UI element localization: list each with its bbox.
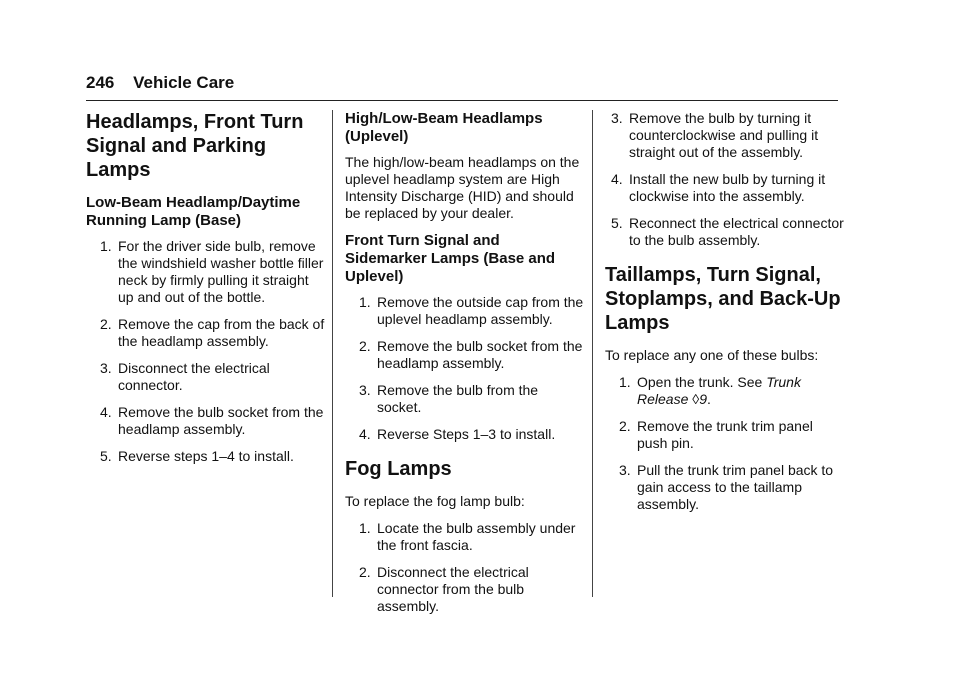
step-number: 2. — [619, 418, 631, 434]
list-item — [345, 564, 585, 615]
step-number: 2. — [359, 564, 371, 580]
list-item — [86, 316, 326, 350]
step-text: Remove the bulb by turning it counterclockwise and pulling it straight out of the assembly. — [629, 110, 819, 160]
page-header — [86, 72, 838, 101]
list-item — [86, 238, 326, 306]
list-item — [605, 462, 845, 513]
page-reference: 9 — [699, 391, 707, 407]
step-text: Reconnect the electrical connector to the bulb assembly. — [629, 215, 844, 248]
step-text: Remove the outside cap from the uplevel headlamp assembly. — [377, 294, 584, 327]
column-2 — [345, 110, 585, 625]
step-text: Locate the bulb assembly under the front fascia. — [377, 520, 576, 553]
column-3 — [605, 110, 845, 523]
step-text: Remove the cap from the back of the headlamp assembly. — [118, 316, 325, 349]
list-item — [345, 520, 585, 554]
step-number: 1. — [619, 374, 631, 390]
section-heading: Headlamps, Front Turn Signal and Parking Lamps — [86, 111, 304, 181]
step-number: 5. — [611, 215, 623, 231]
step-text: Disconnect the electrical connector. — [118, 360, 270, 393]
column-divider — [332, 110, 333, 597]
step-number: 2. — [359, 338, 371, 354]
subsection-heading: Front Turn Signal and Sidemarker Lamps (Base and Uplevel) — [345, 232, 556, 285]
section-heading: Fog Lamps — [345, 458, 452, 480]
list-item — [86, 448, 326, 465]
step-number: 3. — [611, 110, 623, 126]
list-item — [345, 338, 585, 372]
step-number: 4. — [359, 426, 371, 442]
page-number: 246 — [86, 73, 115, 92]
list-item — [605, 215, 845, 249]
step-text: Pull the trunk trim panel back to gain access to the taillamp assembly. — [637, 462, 834, 512]
list-item — [86, 404, 326, 438]
column-1 — [86, 110, 326, 475]
subsection-heading: Low-Beam Headlamp/Daytime Running Lamp (Base) — [86, 194, 301, 229]
step-text: Reverse Steps 1–3 to install. — [377, 426, 556, 442]
paragraph: The high/low-beam headlamps on the uplevel headlamp system are High Intensity Discharge (HID) and should be replaced by your dealer. — [345, 154, 580, 221]
step-list — [86, 238, 326, 465]
step-text: Remove the bulb from the socket. — [377, 382, 539, 415]
step-number: 5. — [100, 448, 112, 464]
step-number: 1. — [359, 520, 371, 536]
step-list — [345, 520, 585, 615]
list-item: 1. Open the trunk. See Trunk Release ◊9. — [619, 374, 801, 407]
paragraph: To replace the fog lamp bulb: — [345, 493, 525, 509]
list-item — [345, 294, 585, 328]
list-item — [345, 382, 585, 416]
step-number: 3. — [619, 462, 631, 478]
step-list — [605, 374, 845, 513]
step-number: 3. — [100, 360, 112, 376]
section-heading: Taillamps, Turn Signal, Stoplamps, and Back-Up Lamps — [605, 264, 841, 334]
list-item — [86, 360, 326, 394]
step-number: 4. — [611, 171, 623, 187]
step-text: Install the new bulb by turning it clockwise into the assembly. — [629, 171, 826, 204]
section-title: Vehicle Care — [133, 73, 235, 92]
column-divider — [592, 110, 593, 597]
step-text: Open the trunk. See — [637, 374, 763, 390]
step-text: Reverse steps 1–4 to install. — [118, 448, 294, 464]
step-text: Remove the trunk trim panel push pin. — [637, 418, 813, 451]
step-number: 4. — [100, 404, 112, 420]
list-item — [345, 426, 585, 443]
step-text: For the driver side bulb, remove the windshield washer bottle filler neck by firmly pulling it straight up and out of the bottle. — [118, 238, 324, 305]
step-number: 1. — [100, 238, 112, 254]
subsection-heading: High/Low-Beam Headlamps (Uplevel) — [345, 110, 543, 145]
cross-reference-link[interactable]: Trunk Release — [637, 374, 801, 407]
step-text: Remove the bulb socket from the headlamp assembly. — [377, 338, 583, 371]
list-item — [605, 171, 845, 205]
step-number: 3. — [359, 382, 371, 398]
paragraph: To replace any one of these bulbs: — [605, 347, 819, 363]
step-number: 1. — [359, 294, 371, 310]
page-ref-icon: ◊ — [692, 391, 700, 407]
step-text: Remove the bulb socket from the headlamp assembly. — [118, 404, 324, 437]
step-list — [345, 294, 585, 443]
step-number: 2. — [100, 316, 112, 332]
step-text: Disconnect the electrical connector from the bulb assembly. — [377, 564, 529, 614]
list-item — [605, 110, 845, 161]
list-item — [605, 418, 845, 452]
step-list — [605, 110, 845, 249]
